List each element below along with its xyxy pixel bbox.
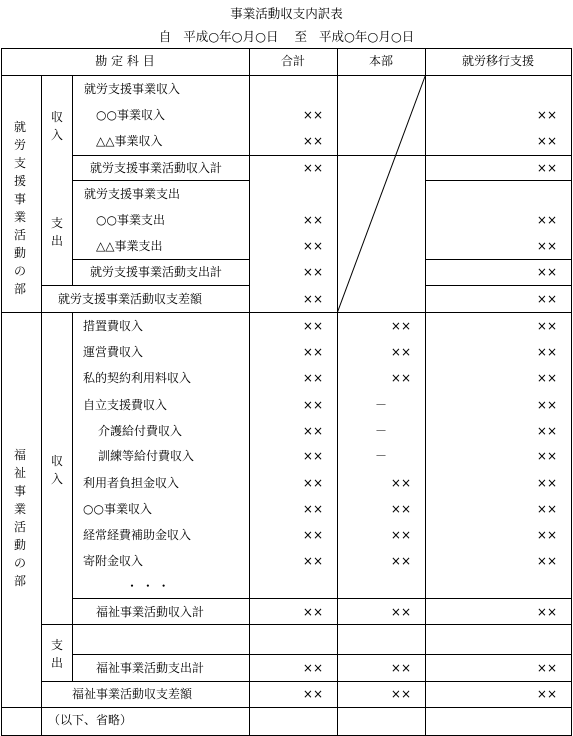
sec2-item-1-dept-value: ×× xyxy=(536,319,557,333)
period-line xyxy=(0,27,573,45)
sec2-item-7-dept-value: ×× xyxy=(536,476,557,490)
sec2-item-2-total-value: ×× xyxy=(302,345,323,359)
sec2-item-3-total-value: ×× xyxy=(302,371,323,385)
table-top-rule xyxy=(1,48,572,49)
sec2-item-9-total-value: ×× xyxy=(302,528,323,542)
section-name-1: 就労支援事業活動の部 xyxy=(13,120,26,296)
sec2-item-8-hq-value: ×× xyxy=(390,502,411,516)
rule xyxy=(72,312,73,682)
sec1-income-item-1-total-value: ×× xyxy=(302,108,323,122)
sec1-diff-total-value: ×× xyxy=(302,292,323,306)
rule xyxy=(425,48,426,736)
sec1-expense-item-1-dept-value: ×× xyxy=(536,213,557,227)
sec2-item-1-hq-value: ×× xyxy=(390,319,411,333)
sec1-income-item: ○○事業収入 xyxy=(96,108,165,122)
section1-income-label: 収入 xyxy=(50,110,63,142)
sec2-item: 訓練等給付費収入 xyxy=(98,449,195,463)
rule xyxy=(41,707,42,736)
period-from-label: 自 xyxy=(158,29,172,44)
sec2-item-4-hq-dash: － xyxy=(374,398,387,412)
period-to-label: 至 xyxy=(294,29,307,44)
rule xyxy=(72,155,572,156)
sec2-diff: 福祉事業活動収支差額 xyxy=(72,687,193,701)
sec1-diff: 就労支援事業活動収支差額 xyxy=(58,292,203,306)
sec2-item-10-hq-value: ×× xyxy=(390,554,411,568)
sec2-item: 運営費収入 xyxy=(83,345,144,359)
sec2-item-3-dept-value: ×× xyxy=(536,371,557,385)
sec2-item-5-dept-value: ×× xyxy=(536,424,557,438)
sec2-item: 寄附金収入 xyxy=(83,554,144,568)
sec1-expense-item: ○○事業支出 xyxy=(96,213,165,227)
sec1-expense-total-dept-value: ×× xyxy=(536,265,557,279)
rule xyxy=(425,180,572,181)
header-bottom-rule xyxy=(1,75,572,76)
rule xyxy=(41,681,572,682)
sec2-item: 利用者負担金収入 xyxy=(83,476,180,490)
rule xyxy=(249,48,250,736)
sec1-expense-total: 就労支援事業活動支出計 xyxy=(90,265,223,279)
section2-income-label: 収入 xyxy=(50,454,63,486)
sec1-income-total: 就労支援事業活動収入計 xyxy=(90,161,223,175)
sec2-diff-total-value: ×× xyxy=(302,687,323,701)
sec2-item-6-total-value: ×× xyxy=(302,449,323,463)
sec1-income-total-dept-value: ×× xyxy=(536,161,557,175)
sec2-item: 経常経費補助金収入 xyxy=(83,528,192,542)
rule xyxy=(425,259,572,260)
period-from: 平成○年○月○日 xyxy=(183,29,279,44)
rule xyxy=(425,285,572,286)
sec2-item-10-total-value: ×× xyxy=(302,554,323,568)
sec2-item-1-total-value: ×× xyxy=(302,319,323,333)
sec2-item-5-hq-dash: － xyxy=(374,424,387,438)
section-name-2: 福祉事業活動の部 xyxy=(13,448,26,588)
rule xyxy=(41,312,42,708)
sec2-expense-total-total-value: ×× xyxy=(302,661,323,675)
sec2-income-total-hq-value: ×× xyxy=(390,605,411,619)
header-item: 勘 定 科 目 xyxy=(95,54,155,68)
sec2-ellipsis: ・ ・ ・ xyxy=(126,579,170,593)
sec2-item: 介護給付費収入 xyxy=(98,424,183,438)
sec1-income-item-2-total-value: ×× xyxy=(302,134,323,148)
sec1-income-total-total-value: ×× xyxy=(302,161,323,175)
sec2-item-6-dept-value: ×× xyxy=(536,449,557,463)
section2-expense-label: 支出 xyxy=(50,638,63,670)
header-total: 合計 xyxy=(280,54,305,68)
sec2-item-10-dept-value: ×× xyxy=(536,554,557,568)
section-rule xyxy=(1,312,572,313)
sec1-income-item-2-dept-value: ×× xyxy=(536,134,557,148)
statement-table xyxy=(0,48,573,736)
table-right-rule xyxy=(571,48,572,736)
rule xyxy=(72,180,250,181)
header-dept: 就労移行支援 xyxy=(461,54,534,68)
sec2-item-7-total-value: ×× xyxy=(302,476,323,490)
sec2-item-6-hq-dash: － xyxy=(374,449,387,463)
sec2-item-3-hq-value: ×× xyxy=(390,371,411,385)
sec2-expense-total: 福祉事業活動支出計 xyxy=(96,661,205,675)
sec1-income-header: 就労支援事業収入 xyxy=(84,82,181,96)
sec2-income-total: 福祉事業活動収入計 xyxy=(96,605,205,619)
section1-expense-label: 支出 xyxy=(50,216,63,248)
sec2-item-2-hq-value: ×× xyxy=(390,345,411,359)
sec2-diff-dept-value: ×× xyxy=(536,687,557,701)
sec2-item-8-dept-value: ×× xyxy=(536,502,557,516)
sec2-item-4-total-value: ×× xyxy=(302,398,323,412)
sec2-item-5-total-value: ×× xyxy=(302,424,323,438)
sec2-income-total-dept-value: ×× xyxy=(536,605,557,619)
table-left-rule xyxy=(1,48,2,736)
sec2-income-total-total-value: ×× xyxy=(302,605,323,619)
diagonal-slash xyxy=(337,75,426,312)
sec2-item-9-dept-value: ×× xyxy=(536,528,557,542)
sec1-income-item: △△事業収入 xyxy=(96,134,163,148)
rule xyxy=(72,75,73,286)
sec1-expense-item-2-total-value: ×× xyxy=(302,239,323,253)
sec1-income-item-1-dept-value: ×× xyxy=(536,108,557,122)
document-title: 事業活動収支内訳表 xyxy=(230,6,343,21)
sec2-expense-total-hq-value: ×× xyxy=(390,661,411,675)
sec2-item-7-hq-value: ×× xyxy=(390,476,411,490)
rule xyxy=(72,598,572,599)
sec2-item-2-dept-value: ×× xyxy=(536,345,557,359)
period-to: 平成○年○月○日 xyxy=(319,29,415,44)
rule xyxy=(41,75,42,313)
sec2-item-4-dept-value: ×× xyxy=(536,398,557,412)
sec2-diff-hq-value: ×× xyxy=(390,687,411,701)
sec2-item-8-total-value: ×× xyxy=(302,502,323,516)
rule xyxy=(337,48,338,736)
sec2-expense-total-dept-value: ×× xyxy=(536,661,557,675)
sec1-expense-item-1-total-value: ×× xyxy=(302,213,323,227)
sec1-expense-header: 就労支援事業支出 xyxy=(84,187,181,201)
sec1-expense-total-total-value: ×× xyxy=(302,265,323,279)
footer-note: （以下、省略） xyxy=(48,713,133,727)
rule xyxy=(72,654,572,655)
header-hq: 本部 xyxy=(368,54,393,68)
rule xyxy=(41,624,572,625)
sec2-item: ○○事業収入 xyxy=(83,502,152,516)
rule xyxy=(1,707,572,708)
sec1-expense-item: △△事業支出 xyxy=(96,239,163,253)
sec2-item: 私的契約利用料収入 xyxy=(83,371,192,385)
sec2-item-9-hq-value: ×× xyxy=(390,528,411,542)
rule xyxy=(72,259,250,260)
sec1-diff-dept-value: ×× xyxy=(536,292,557,306)
sec2-item: 措置費収入 xyxy=(83,319,144,333)
sec1-expense-item-2-dept-value: ×× xyxy=(536,239,557,253)
sec2-item: 自立支援費収入 xyxy=(83,398,168,412)
